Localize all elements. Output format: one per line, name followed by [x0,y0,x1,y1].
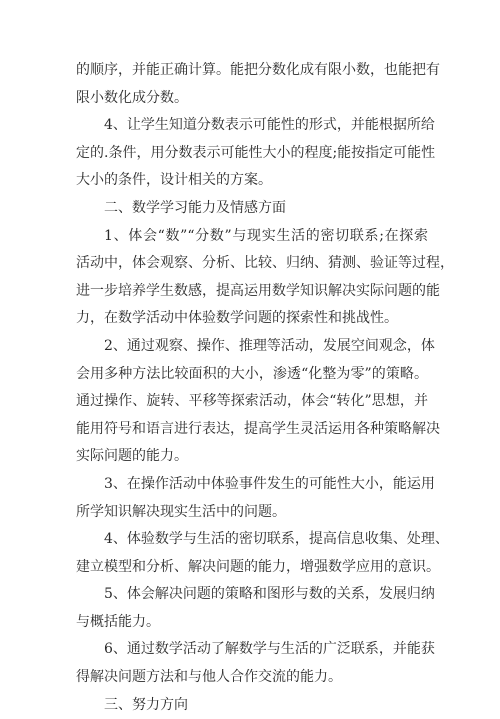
text-line: 会用多种方法比较面积的大小，渗透“化整为零”的策略。 [76,365,428,382]
text-line: 所学知识解决现实生活中的问题。 [76,503,286,520]
text-line: 实际问题的能力。 [76,448,188,465]
paragraph-start: 2、通过观察、操作、推理等活动，发展空间观念，体 [104,337,435,354]
text-line: 能用符号和语言进行表达，提高学生灵活运用各种策略解决 [76,420,440,437]
text-line: 通过操作、旋转、平移等探索活动，体会“转化”思想，并 [76,393,428,410]
text-line: 进一步培养学生数感，提高运用数学知识解决实际问题的能 [76,282,440,299]
section-heading: 三、努力方向 [104,696,188,713]
text-line: 的顺序，并能正确计算。能把分数化成有限小数，也能把有 [76,62,440,78]
paragraph-start: 1、体会“数”“分数”与现实生活的密切联系;在探索 [104,227,428,244]
document-body [76,57,454,719]
paragraph-start: 6、通过数学活动了解数学与生活的广泛联系，并能获 [104,641,435,658]
text-line: 力，在数学活动中体验数学问题的探索性和挑战性。 [76,310,398,327]
text-line: 大小的条件，设计相关的方案。 [76,172,272,189]
paragraph-start: 4、体验数学与生活的密切联系，提高信息收集、处理、 [104,531,449,548]
text-line: 与概括能力。 [76,613,160,630]
text-line: 活动中，体会观察、分析、比较、归纳、猜测、验证等过程， [76,255,454,272]
section-heading: 二、数学学习能力及情感方面 [104,199,286,216]
text-line: 限小数化成分数。 [76,89,188,106]
text-line: 得解决问题方法和与他人合作交流的能力。 [76,669,342,686]
paragraph-start: 5、体会解决问题的策略和图形与数的关系，发展归纳 [104,586,435,603]
paragraph-start: 3、在操作活动中体验事件发生的可能性大小，能运用 [104,475,435,492]
text-line: 定的.条件，用分数表示可能性大小的程度;能按指定可能性 [76,144,436,161]
paragraph-start: 4、让学生知道分数表示可能性的形式，并能根据所给 [104,117,435,134]
text-line: 建立模型和分析、解决问题的能力，增强数学应用的意识。 [76,558,440,575]
